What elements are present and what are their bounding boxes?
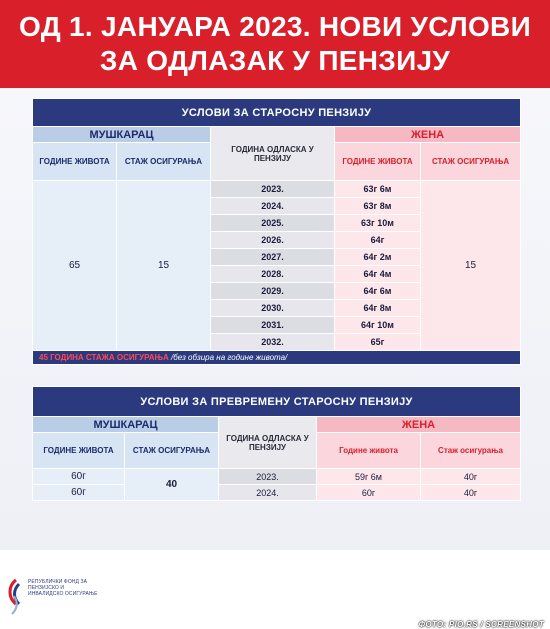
early-women-age-cell: 60г <box>317 485 421 501</box>
year-cell: 2031. <box>211 317 335 334</box>
year-cell: 2027. <box>211 249 335 266</box>
women-age-cell: 64г <box>335 232 421 249</box>
content-area <box>0 88 550 629</box>
retirement-year-header: ГОДИНА ОДЛАСКА У ПЕНЗИЈУ <box>211 127 335 181</box>
early-men-age-cell: 60г <box>33 469 125 485</box>
year-cell: 2029. <box>211 283 335 300</box>
women-age-cell: 64г 2м <box>335 249 421 266</box>
early-year-cell: 2023. <box>219 469 317 485</box>
note-rest: /без обзира на године живота/ <box>168 353 288 362</box>
old-age-pension-table <box>32 98 521 365</box>
early-women-age-header: Године живота <box>317 433 421 469</box>
women-age-header: ГОДИНЕ ЖИВОТА <box>335 143 421 181</box>
men-age-value: 65 <box>33 181 117 351</box>
logo-text: РЕПУБЛИЧКИ ФОНД ЗА ПЕНЗИЈСКО И ИНВАЛИДСКО ОСИГУРАЊЕ <box>28 579 98 597</box>
year-cell: 2030. <box>211 300 335 317</box>
pio-fund-logo <box>6 576 96 622</box>
early-women-header: ЖЕНА <box>317 417 521 433</box>
women-age-cell: 64г 8м <box>335 300 421 317</box>
women-age-cell: 64г 6м <box>335 283 421 300</box>
early-retirement-year-header: ГОДИНА ОДЛАСКА У ПЕНЗИЈУ <box>219 417 317 469</box>
men-service-value: 15 <box>117 181 211 351</box>
early-title: УСЛОВИ ЗА ПРЕВРЕМЕНУ СТАРОСНУ ПЕНЗИЈУ <box>33 387 521 417</box>
early-year-cell: 2024. <box>219 485 317 501</box>
year-cell: 2032. <box>211 334 335 351</box>
year-cell: 2028. <box>211 266 335 283</box>
women-age-cell: 65г <box>335 334 421 351</box>
full-service-note <box>33 351 521 365</box>
women-age-cell: 64г 4м <box>335 266 421 283</box>
early-women-service-cell: 40г <box>421 485 521 501</box>
women-age-cell: 63г 10м <box>335 215 421 232</box>
early-women-service-header: Стаж осигурања <box>421 433 521 469</box>
women-service-header: СТАЖ ОСИГУРАЊА <box>421 143 521 181</box>
men-service-header: СТАЖ ОСИГУРАЊА <box>117 143 211 181</box>
women-age-cell: 63г 6м <box>335 181 421 198</box>
early-men-age-cell: 60г <box>33 485 125 501</box>
women-service-value: 15 <box>421 181 521 351</box>
early-men-service-value: 40 <box>125 469 219 501</box>
early-women-age-cell: 59г 6м <box>317 469 421 485</box>
photo-credit: ФОТО: PIO.RS / SCREENSHOT <box>418 620 544 629</box>
early-pension-table <box>32 386 521 501</box>
men-header: МУШКАРАЦ <box>33 127 211 143</box>
year-cell: 2024. <box>211 198 335 215</box>
women-age-cell: 63г 8м <box>335 198 421 215</box>
early-men-service-header: СТАЖ ОСИГУРАЊА <box>125 433 219 469</box>
women-header: ЖЕНА <box>335 127 521 143</box>
headline-line-1: ОД 1. ЈАНУАРА 2023. НОВИ УСЛОВИ <box>18 11 531 42</box>
old-age-title: УСЛОВИ ЗА СТАРОСНУ ПЕНЗИЈУ <box>33 99 521 127</box>
women-age-cell: 64г 10м <box>335 317 421 334</box>
early-women-service-cell: 40г <box>421 469 521 485</box>
headline-line-2: ЗА ОДЛАЗАК У ПЕНЗИЈУ <box>99 45 451 76</box>
pio-fund-logo-icon <box>6 576 26 618</box>
headline-banner <box>0 0 550 88</box>
year-cell: 2025. <box>211 215 335 232</box>
early-men-age-header: ГОДИНЕ ЖИВОТА <box>33 433 125 469</box>
men-age-header: ГОДИНЕ ЖИВОТА <box>33 143 117 181</box>
year-cell: 2026. <box>211 232 335 249</box>
early-men-header: МУШКАРАЦ <box>33 417 219 433</box>
year-cell: 2023. <box>211 181 335 198</box>
note-bold: 45 ГОДИНА СТАЖА ОСИГУРАЊА <box>39 353 169 362</box>
